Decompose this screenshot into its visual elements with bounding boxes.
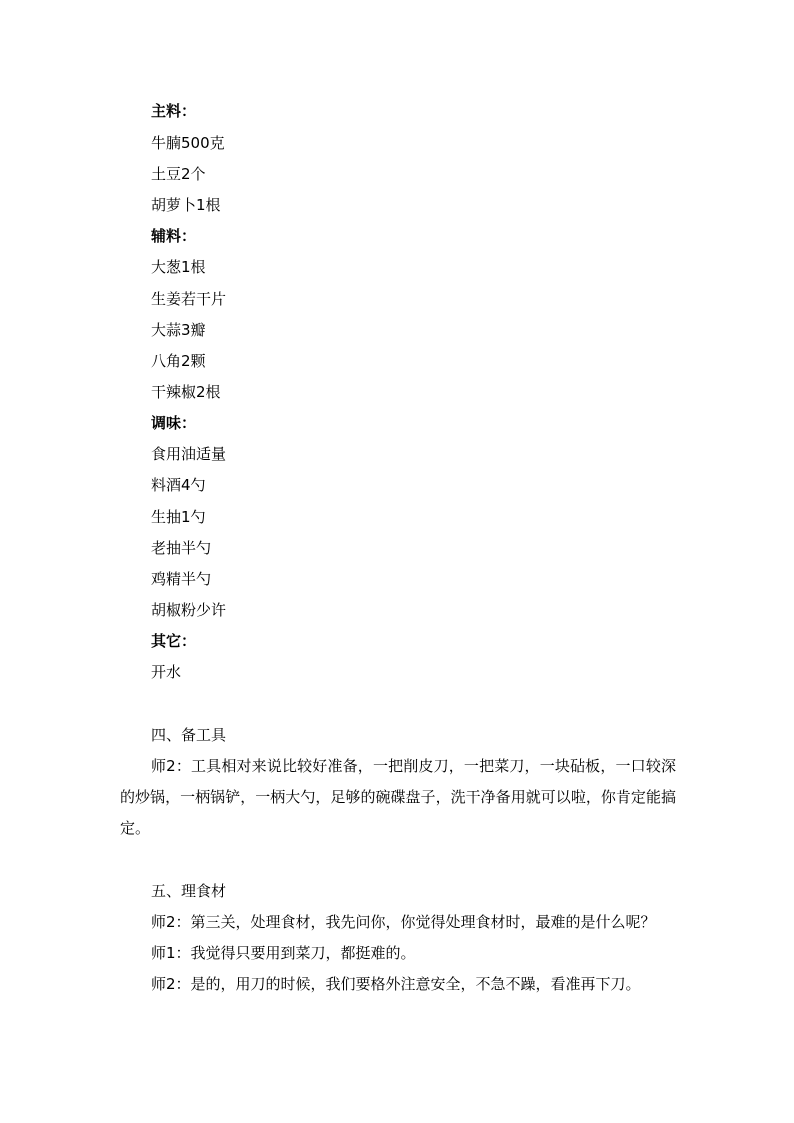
ingredient-item: 鸡精半勺 [151, 570, 212, 588]
ingredient-item: 生姜若干片 [151, 290, 227, 308]
ingredient-item: 料酒4勺 [151, 476, 206, 494]
section-four-title: 四、备工具 [151, 726, 227, 744]
dialogue-line: 师2：是的，用刀的时候，我们要格外注意安全，不急不躁，看准再下刀。 [151, 975, 641, 993]
others-heading: 其它： [151, 632, 197, 650]
ingredient-item: 大蒜3瓣 [151, 321, 206, 339]
section-four-paragraph: 师2：工具相对来说比较好准备，一把削皮刀，一把菜刀，一块砧板，一口较深的炒锅，一柄锅铲，一柄大勺，足够的碗碟盘子，洗干净备用就可以啦，你肯定能搞定。 [120, 757, 676, 837]
ingredient-item: 食用油适量 [151, 445, 227, 463]
ingredient-item: 干辣椒2根 [151, 383, 221, 401]
main-ingredients-heading: 主料： [151, 102, 197, 120]
section-five-title: 五、理食材 [151, 882, 227, 900]
ingredient-item: 胡椒粉少许 [151, 601, 227, 619]
ingredient-item: 八角2颗 [151, 352, 206, 370]
dialogue-line: 师1：我觉得只要用到菜刀，都挺难的。 [151, 944, 416, 962]
dialogue-line: 师2：第三关，处理食材，我先问你，你觉得处理食材时，最难的是什么呢？ [151, 913, 656, 931]
seasonings-heading: 调味： [151, 414, 197, 432]
ingredient-item: 大葱1根 [151, 258, 206, 276]
auxiliary-ingredients-heading: 辅料： [151, 227, 197, 245]
ingredient-item: 开水 [151, 663, 182, 681]
ingredient-item: 老抽半勺 [151, 539, 212, 557]
ingredient-item: 土豆2个 [151, 165, 206, 183]
ingredient-item: 牛腩500克 [151, 134, 225, 152]
ingredient-item: 生抽1勺 [151, 508, 206, 526]
ingredient-item: 胡萝卜1根 [151, 196, 221, 214]
